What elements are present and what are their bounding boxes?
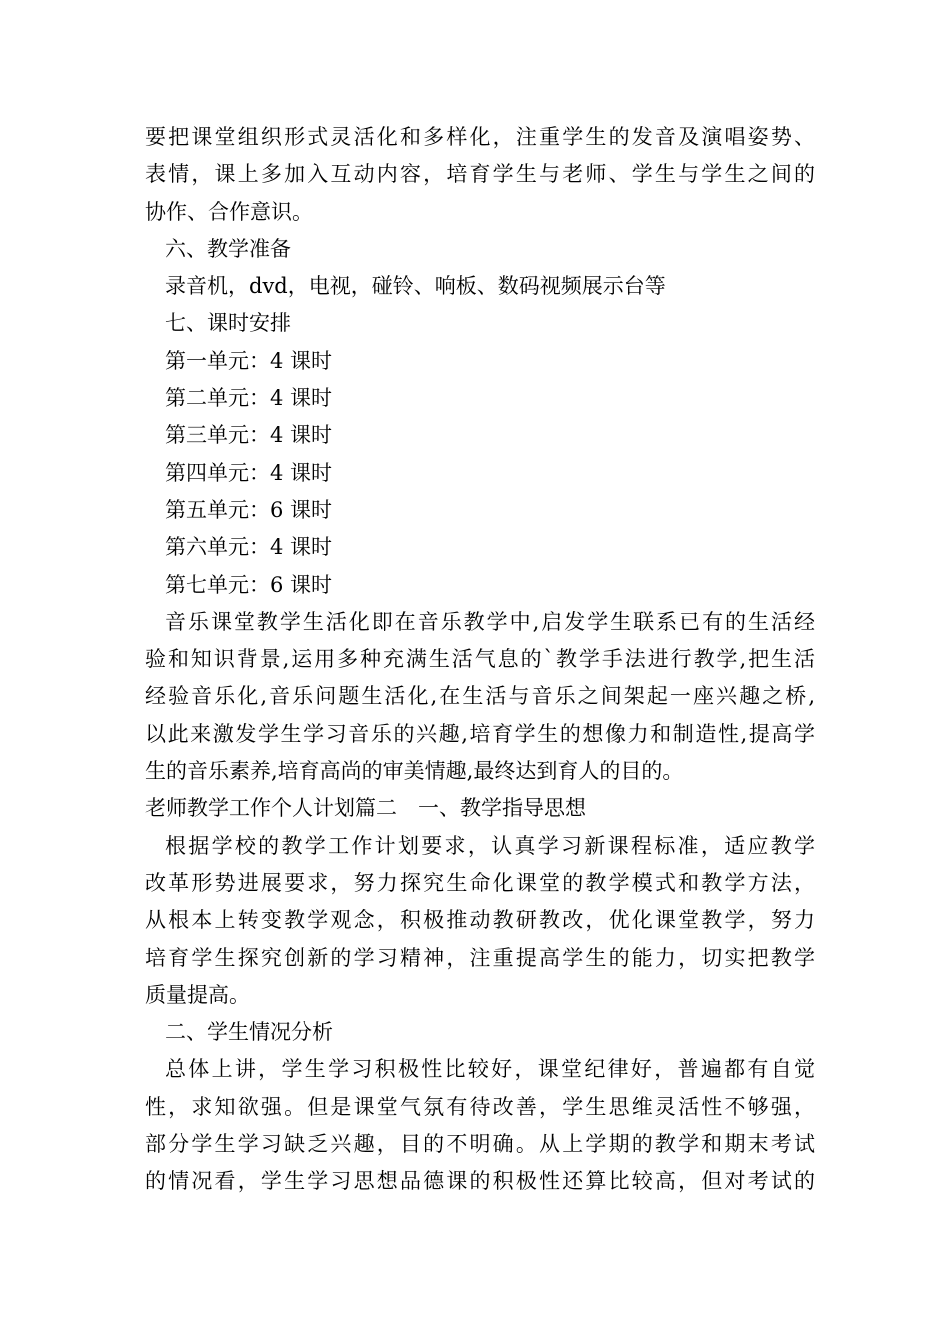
section-heading: 二、学生情况分析: [165, 1020, 333, 1045]
schedule-item: 第六单元：4 课时: [165, 535, 333, 560]
schedule-item: 第七单元：6 课时: [165, 572, 333, 597]
text-line: 录音机，dvd，电视，碰铃、响板、数码视频展示台等: [165, 274, 666, 299]
section-heading: 六、教学准备: [165, 236, 291, 261]
text-line: 要把课堂组织形式灵活化和多样化，注重学生的发音及演唱姿势、: [145, 125, 815, 149]
schedule-item: 第一单元：4 课时: [165, 348, 333, 373]
text-line: 生的音乐素养,培育高尚的审美情趣,最终达到育人的目的。: [145, 759, 684, 784]
text-line: 质量提高。: [145, 982, 250, 1007]
text-line: 表情，课上多加入互动内容，培育学生与老师、学生与学生之间的: [145, 162, 815, 187]
schedule-item: 第五单元：6 课时: [165, 497, 333, 522]
text-line: 协作、合作意识。: [145, 199, 313, 224]
text-line: 培育学生探究创新的学习精神，注重提高学生的能力，切实把教学: [145, 945, 815, 970]
schedule-item: 第二单元：4 课时: [165, 386, 333, 411]
text-line: 的情况看，学生学习思想品德课的积极性还算比较高，但对考试的: [145, 1169, 815, 1194]
text-line: 部分学生学习缺乏兴趣，目的不明确。从上学期的教学和期末考试: [145, 1132, 815, 1157]
schedule-item: 第四单元：4 课时: [165, 460, 333, 485]
section-heading: 七、课时安排: [165, 311, 291, 336]
text-line: 改革形势进展要求，努力探究生命化课堂的教学模式和教学方法，: [145, 870, 815, 895]
text-line: 经验音乐化,音乐问题生活化,在生活与音乐之间架起一座兴趣之桥,: [145, 684, 815, 709]
text-line: 验和知识背景,运用多种充满生活气息的`教学手法进行教学,把生活: [145, 647, 815, 672]
schedule-item: 第三单元：4 课时: [165, 423, 333, 448]
text-line: 以此来激发学生学习音乐的兴趣,培育学生的想像力和制造性,提高学: [145, 721, 815, 746]
document-body: [145, 119, 815, 1201]
text-line: 总体上讲，学生学习积极性比较好，课堂纪律好，普遍都有自觉: [165, 1057, 815, 1082]
text-line: 从根本上转变教学观念，积极推动教研教改，优化课堂教学，努力: [145, 908, 815, 933]
text-line: 性，求知欲强。但是课堂气氛有待改善，学生思维灵活性不够强，: [145, 1094, 815, 1119]
text-line: 根据学校的教学工作计划要求，认真学习新课程标准，适应教学: [165, 833, 815, 858]
text-line: 音乐课堂教学生活化即在音乐教学中,启发学生联系已有的生活经: [165, 609, 815, 634]
article-title: 老师教学工作个人计划篇二 一、教学指导思想: [145, 796, 586, 821]
